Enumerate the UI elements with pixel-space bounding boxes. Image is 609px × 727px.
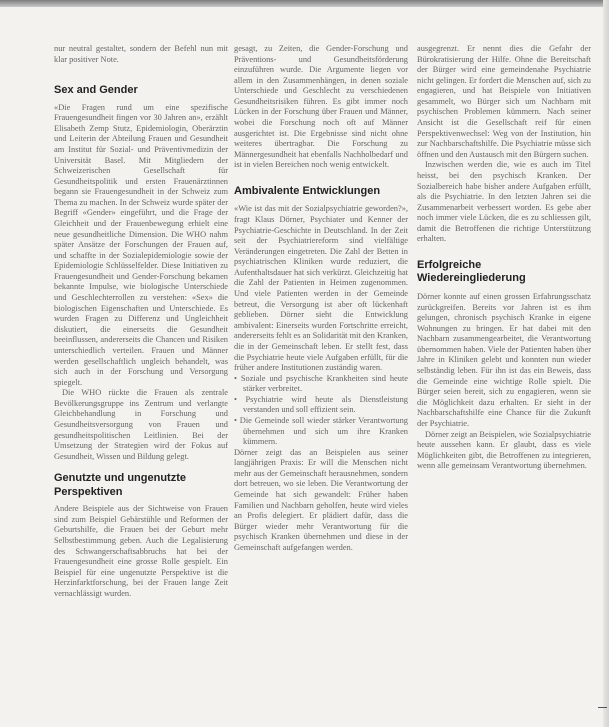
- heading-reintegration: Erfolgreiche Wiedereingliederung: [417, 258, 526, 285]
- bullet-item: • Psychiatrie wird heute als Dienstleistung verstanden und soll effizient sein.: [234, 394, 408, 415]
- paragraph-closing: Dörner zeigt an Beispielen, wie Sozialpsychiatrie heute aussehen kann. Er glaubt, dass es viele Möglichkeiten gibt, die Betroffenen zu integrieren, wenn alle gemeinsam Verantwortung übernehmen.: [417, 429, 591, 471]
- scan-right-edge: [603, 0, 609, 727]
- paragraph-social-sector: Inzwischen werden die, wie es auch im Titel heisst, bei den psychisch Kranken. Der Sozialbereich habe bisher andere Aufgaben erfüllt, als die Psychiatrie. In den letzten Jahren sei die Zusammenarbeit verbessert worden. Es gebe aber noch immer viele Lücken, die es zu schliessen gilt, damit die Betroffenen die richtige Unterstützung erhalten.: [417, 160, 591, 244]
- column-middle: [234, 44, 408, 554]
- paragraph-doerner: «Wie ist das mit der Sozialpsychiatrie geworden?», fragt Klaus Dörner, Psychiater und Kenner der Psychiatrie-Geschichte in Deutschland. In der Zeit seit der Psychiatriereform sind vielfältige Veränderungen eingetreten. Die Zahl der Betten in psychiatrischen Kliniken wurde reduziert, die Aufenthaltsdauer hat sich verkürzt. Gleichzeitig hat die Zahl der Patienten in Heimen zugenommen. Und viele Patienten werden in der Gemeinde betreut, die Versorgung ist aber oft lückenhaft geblieben. Dörner sieht die Entwicklung ambivalent: Einerseits wurden Fortschritte erreicht, andererseits fehlt es an Solidarität mit den Kranken, die in der Gemeinschaft leben. Er stellt fest, dass die Psychiatrie heute viele Aufgaben erfüllt, für die früher andere Institutionen zuständig waren.: [234, 204, 408, 373]
- page-marker-dash: [598, 707, 607, 708]
- paragraph-bureaucracy: ausgegrenzt. Er nennt dies die Gefahr der Bürokratisierung der Hilfe. Ohne die Bereitschaft der Bürger wird eine gemeindenahe Psychiatrie nicht gelingen. Er fordert die Menschen auf, sich zu engagieren, und hat Beispiele von Initiativen gesammelt, wo Bürger sich um Nachbarn mit psychischen Problemen kümmern. Nach seiner Ansicht ist die Gesellschaft reif für einen Perspektivenwechsel: Weg von der Institution, hin zur Nachbarschaftshilfe. Die Psychiatrie müsse sich öffnen und den Austausch mit den Bürgern suchen.: [417, 44, 591, 159]
- paragraph-continued: gesagt, zu Zeiten, die Gender-Forschung und Präventions- und Gesundheitsförderung einzuführen wurde. Die Argumente liegen vor allem in den Zusammenhängen, in denen soziale Unterschiede und Geschlecht zu verschiedenen Gesundheitsrisiken führen. Es gibt immer noch Lücken in der Forschung über Frauen und Männer, wobei die Forschung noch oft auf Männer ausgerichtet ist. Die Ergebnisse sind nicht ohne weiteres übertragbar. Die Forschung zu Männergesundheit hat ebenfalls Nachholbedarf und ist in vielen Bereichen noch wenig entwickelt.: [234, 44, 408, 170]
- column-right: [417, 44, 591, 472]
- paragraph-perspectives: Andere Beispiele aus der Sichtweise von Frauen sind zum Beispiel Gebärstühle und Reformen der Geburtshilfe, die Frauen bei der Geburt mehr Selbstbestimmung geben. Auch die Legalisierung des Schwangerschaftsabbruchs hat bei der Frauengesundheit eine grosse Rolle gespielt. Ein Beispiel für eine ungenutzte Perspektive ist die Herzinfarktforschung, bei der Frauen lange Zeit vernachlässigt wurden.: [54, 504, 228, 598]
- heading-ambivalent-developments: Ambivalente Entwicklungen: [234, 184, 381, 197]
- bullet-item: • Die Gemeinde soll wieder stärker Verantwortung übernehmen und sich um ihre Kranken kümmern.: [234, 416, 408, 447]
- heading-sex-and-gender: Sex and Gender: [54, 84, 138, 97]
- paragraph-reintegration: Dörner konnte auf einen grossen Erfahrungsschatz zurückgreifen. Bereits vor Jahren ist es ihm gelungen, chronisch psychisch Kranke in eigene Wohnungen zu bringen. Er hat dabei mit den Nachbarn zusammengearbeitet, die Verantwortung übernommen haben. Viele der Patienten haben über Jahre in Kliniken gelebt und konnten nun wieder selbständig leben. Für ihn ist das ein Beweis, dass die Gemeinde eine wichtige Rolle spielt. Die Bürger seien bereit, sich zu engagieren, wenn sie die Möglichkeit dazu erhalten. Er sieht in der Nachbarschaftshilfe eine Chance für die Zukunft der Psychiatrie.: [417, 291, 591, 428]
- paragraph-intro: nur neutral gestaltet, sondern der Befehl nun mit klar positiver Note.: [54, 44, 228, 64]
- scan-top-edge: [0, 0, 609, 7]
- bullet-item: • Soziale und psychische Krankheiten sind heute stärker verbreitet.: [234, 373, 408, 394]
- paragraph-gender-history: «Die Fragen rund um eine spezifische Frauengesundheit fingen vor 30 Jahren an», erzählt Elisabeth Zemp Stutz, Epidemiologin, Oberärztin und Leiterin der Abteilung Frauen und Gesundheit am Institut für Sozial- und Präventivmedizin der Universität Basel. Mit Mitgliedern der Schweizerischen Gesellschaft für Gesundheitspolitik und ersten Frauenärztinnen begann sie Frauengesundheit in der Schweiz zum Thema zu machen. In der Schweiz wurde später der Begriff «Gender» eingeführt, und die Frage der Gleichheit und der Frauenbewegung erhielt eine neue gesundheitliche Dimension. Die WHO nahm später Ansätze der Forschungen der Frauen auf, und schaffte in der Sozialepidemiologie sowie der Epidemiologie Schlüsselfelder. Diese Initiativen zu Frauengesundheit und Gender-Forschung bekamen bekannte Impulse, wie biologische Unterschiede und Geschlechterrollen zu verstehen: «Sex» die biologischen Eigenschaften und Unterschiede. Es wurden Fragen zu Differenz und Ungleichheit diskutiert, die einerseits die Gesundheit beeinflussen, andererseits die Chancen und Risiken unterschiedlich verteilen. Frauen und Männer werden gesellschaftlich ungleich behandelt, was sich auch in der Forschung und Versorgung spiegelt.: [54, 102, 228, 387]
- column-left: [54, 44, 228, 600]
- paragraph-who: Die WHO rückte die Frauen als zentrale Bevölkerungsgruppe ins Zentrum und verlangte Gleichbehandlung in Forschung und Gesundheitsversorgung von Frauen und gesundheitspolitischen Leitlinien. Bei der Umsetzung der Strategien wird der Fokus auf Gesundheit, Wissen und Bildung gelegt.: [54, 388, 228, 461]
- heading-perspectives: Genutzte und ungenutzte Perspektiven: [54, 472, 186, 498]
- paragraph-examples: Dörner zeigt das an Beispielen aus seiner langjährigen Praxis: Er will die Menschen nicht mehr aus der Gemeinschaft herausnehmen, sondern dort betreuen, wo sie leben. Die Verantwortung der Gemeinde hat sich gewandelt: Früher haben Familien und Nachbarn geholfen, heute wird vieles an Profis delegiert. Er plädiert dafür, dass die Bürger wieder mehr Verantwortung für die psychisch Kranken übernehmen und diese in der Gemeinschaft aufgefangen werden.: [234, 447, 408, 552]
